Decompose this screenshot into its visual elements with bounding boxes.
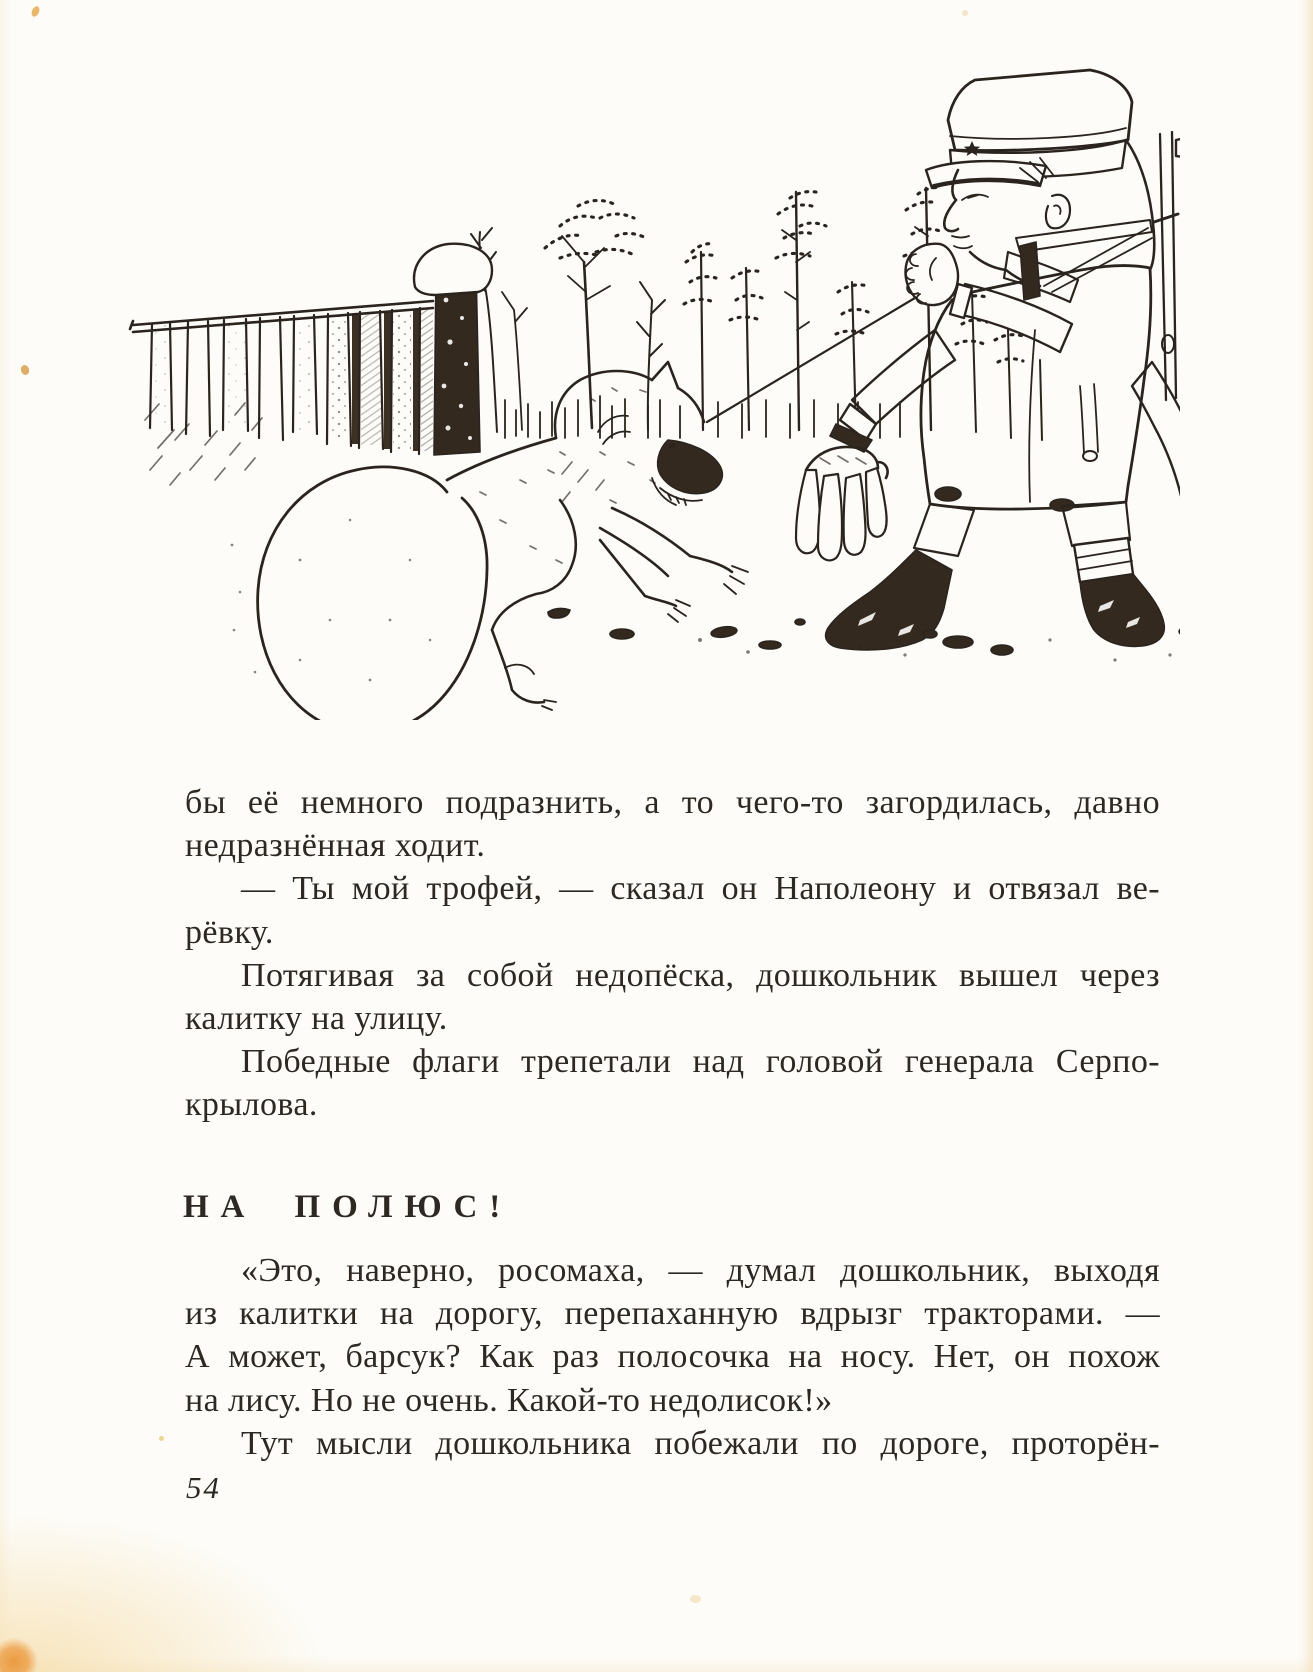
text-line: Победные флаги трепетали над головой генерала Серпо- bbox=[241, 1043, 1160, 1081]
scan-speck bbox=[159, 1436, 164, 1441]
snow-cap-icon bbox=[414, 244, 492, 295]
fist bbox=[906, 244, 959, 305]
fox-muzzle bbox=[658, 440, 723, 494]
scan-edge-tint bbox=[0, 0, 12, 1672]
text-line: рёвку. bbox=[185, 913, 274, 951]
fox-ear bbox=[652, 362, 678, 388]
extended-arm bbox=[852, 330, 955, 424]
text-line: бы её немного подразнить, а то чего-то загордилась, давно bbox=[185, 784, 1160, 821]
fox-eye bbox=[669, 443, 675, 449]
fur-stipple bbox=[231, 519, 432, 682]
text-line: на лису. Но не очень. Какой-то недолисок!» bbox=[185, 1381, 833, 1419]
scan-speck bbox=[0, 1638, 40, 1672]
scan-speck bbox=[20, 364, 31, 376]
text-line: Тут мысли дошкольника побежали по дороге, проторён- bbox=[241, 1424, 1160, 1462]
scan-speck bbox=[690, 1595, 701, 1603]
rifle-stock bbox=[1132, 362, 1180, 500]
fox-tail bbox=[258, 467, 487, 720]
text-line: крылова. bbox=[185, 1086, 318, 1124]
text-line: недразнённая ходит. bbox=[185, 827, 486, 865]
back-boot bbox=[1080, 574, 1164, 646]
text-line: Потягивая за собой недопёска, дошкольник вышел через bbox=[241, 956, 1160, 994]
text-line: А может, барсук? Как раз полосочка на носу. Нет, он похож bbox=[185, 1338, 1160, 1376]
story-illustration bbox=[120, 60, 1180, 720]
text-line: — Ты мой трофей, — сказал он Наполеону и отвязал ве- bbox=[241, 870, 1160, 908]
text-line: из калитки на дорогу, перепаханную вдрызг тракторами. — bbox=[185, 1295, 1160, 1333]
page-number: 54 bbox=[186, 1470, 221, 1505]
toy-rifle-icon bbox=[1154, 132, 1180, 400]
scan-speck bbox=[30, 5, 41, 18]
star-icon bbox=[964, 141, 980, 156]
mitten-icon bbox=[796, 447, 888, 560]
scan-corner-tint bbox=[0, 1512, 330, 1672]
text-block-upper bbox=[185, 781, 1160, 1127]
scan-edge-tint bbox=[0, 1656, 1313, 1672]
text-block-lower bbox=[185, 1249, 1160, 1465]
scan-speck bbox=[962, 10, 968, 16]
fence-icon bbox=[130, 244, 492, 485]
scan-edge-tint bbox=[1298, 0, 1313, 1672]
text-line: калитку на улицу. bbox=[185, 999, 448, 1037]
front-trouser bbox=[914, 504, 974, 556]
text-line: «Это, наверно, росомаха, — думал дошкольник, выходя bbox=[241, 1252, 1160, 1289]
chapter-heading: НА ПОЛЮС! bbox=[183, 1189, 513, 1225]
